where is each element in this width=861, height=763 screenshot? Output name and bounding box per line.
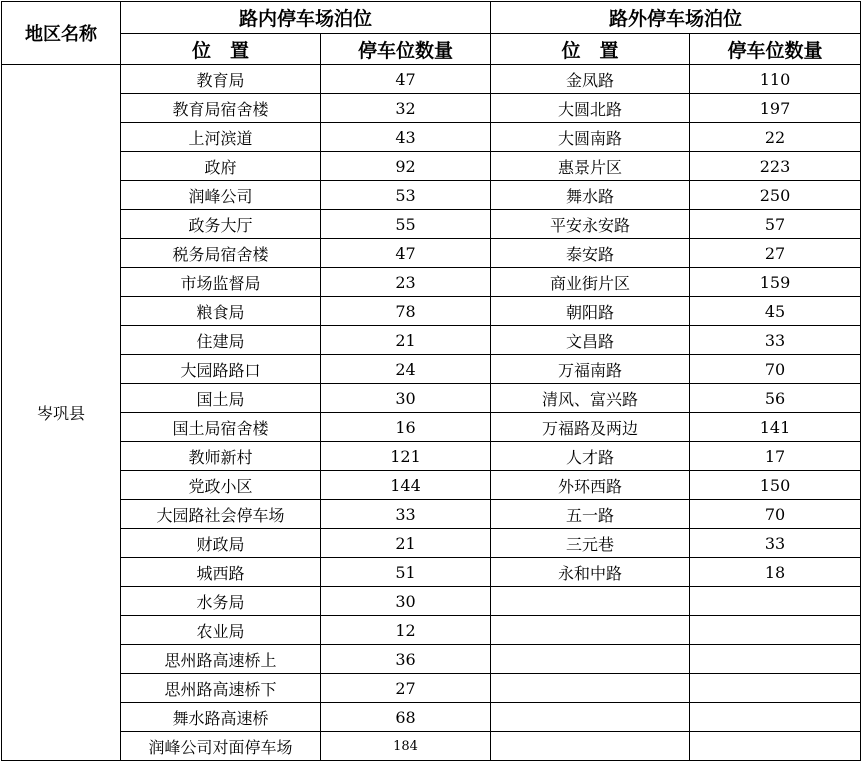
- table-row: [2, 645, 861, 674]
- table-row: [2, 616, 861, 645]
- outer-count-cell: [690, 587, 861, 616]
- inner-count-cell: 21: [321, 326, 491, 355]
- outer-count-cell: [690, 732, 861, 761]
- outer-location-cell: 泰安路: [491, 239, 690, 268]
- table-row: [2, 297, 861, 326]
- outer-count-cell: 197: [690, 94, 861, 123]
- outer-location-cell: 文昌路: [491, 326, 690, 355]
- region-cell: 岑巩县: [2, 65, 121, 761]
- outer-location-cell: 外环西路: [491, 471, 690, 500]
- outer-count-cell: 70: [690, 355, 861, 384]
- inner-location-cell: 粮食局: [121, 297, 321, 326]
- inner-count-cell: 55: [321, 210, 491, 239]
- inner-count-cell: 144: [321, 471, 491, 500]
- outer-count-cell: 141: [690, 413, 861, 442]
- inner-location-cell: 教师新村: [121, 442, 321, 471]
- outer-location-cell: 大圆北路: [491, 94, 690, 123]
- outer-count-cell: 45: [690, 297, 861, 326]
- outer-location-cell: 人才路: [491, 442, 690, 471]
- table-row: [2, 500, 861, 529]
- inner-count-cell: 36: [321, 645, 491, 674]
- outer-count-cell: 159: [690, 268, 861, 297]
- outer-location-cell: 三元巷: [491, 529, 690, 558]
- outer-count-header: 停车位数量: [690, 34, 861, 65]
- inner-location-cell: 教育局: [121, 65, 321, 94]
- inner-location-cell: 住建局: [121, 326, 321, 355]
- inner-group-header: 路内停车场泊位: [121, 2, 491, 34]
- outer-location-cell: 平安永安路: [491, 210, 690, 239]
- outer-count-cell: 17: [690, 442, 861, 471]
- outer-location-cell: 商业街片区: [491, 268, 690, 297]
- outer-count-cell: [690, 703, 861, 732]
- inner-count-cell: 16: [321, 413, 491, 442]
- table-row: [2, 587, 861, 616]
- table-row: [2, 355, 861, 384]
- table-row: [2, 529, 861, 558]
- inner-location-cell: 润峰公司: [121, 181, 321, 210]
- inner-count-cell: 30: [321, 587, 491, 616]
- table-row: [2, 123, 861, 152]
- outer-location-cell: [491, 674, 690, 703]
- table-row: [2, 703, 861, 732]
- outer-location-cell: [491, 732, 690, 761]
- outer-count-cell: 56: [690, 384, 861, 413]
- outer-location-cell: [491, 645, 690, 674]
- inner-location-cell: 政务大厅: [121, 210, 321, 239]
- inner-count-cell: 23: [321, 268, 491, 297]
- outer-location-cell: 清风、富兴路: [491, 384, 690, 413]
- inner-location-cell: 市场监督局: [121, 268, 321, 297]
- inner-location-cell: 水务局: [121, 587, 321, 616]
- inner-count-cell: 12: [321, 616, 491, 645]
- inner-location-cell: 城西路: [121, 558, 321, 587]
- inner-location-cell: 农业局: [121, 616, 321, 645]
- outer-group-header: 路外停车场泊位: [491, 2, 861, 34]
- table-row: [2, 442, 861, 471]
- inner-count-cell: 121: [321, 442, 491, 471]
- inner-location-cell: 政府: [121, 152, 321, 181]
- inner-count-cell: 43: [321, 123, 491, 152]
- outer-location-cell: 朝阳路: [491, 297, 690, 326]
- inner-count-header: 停车位数量: [321, 34, 491, 65]
- inner-count-cell: 78: [321, 297, 491, 326]
- inner-count-cell: 51: [321, 558, 491, 587]
- outer-count-cell: 22: [690, 123, 861, 152]
- inner-location-cell: 思州路高速桥下: [121, 674, 321, 703]
- inner-count-cell: 33: [321, 500, 491, 529]
- outer-location-cell: 五一路: [491, 500, 690, 529]
- region-header: 地区名称: [2, 2, 121, 65]
- inner-location-cell: 财政局: [121, 529, 321, 558]
- table-row: [2, 674, 861, 703]
- outer-location-cell: 万福南路: [491, 355, 690, 384]
- outer-count-cell: 110: [690, 65, 861, 94]
- header-row-1: [2, 2, 861, 34]
- outer-count-cell: 57: [690, 210, 861, 239]
- inner-location-cell: 国土局宿舍楼: [121, 413, 321, 442]
- table-row: [2, 732, 861, 761]
- table-row: [2, 239, 861, 268]
- inner-count-cell: 68: [321, 703, 491, 732]
- table-row: [2, 384, 861, 413]
- table-row: [2, 326, 861, 355]
- table-row: [2, 94, 861, 123]
- outer-count-cell: [690, 616, 861, 645]
- table-row: [2, 558, 861, 587]
- outer-location-cell: 大圆南路: [491, 123, 690, 152]
- inner-location-cell: 大园路路口: [121, 355, 321, 384]
- inner-location-cell: 舞水路高速桥: [121, 703, 321, 732]
- outer-location-header: 位 置: [491, 34, 690, 65]
- outer-location-cell: 永和中路: [491, 558, 690, 587]
- table-row: [2, 65, 861, 94]
- outer-count-cell: 18: [690, 558, 861, 587]
- inner-count-cell: 27: [321, 674, 491, 703]
- inner-location-header: 位 置: [121, 34, 321, 65]
- table-row: [2, 210, 861, 239]
- table-row: [2, 152, 861, 181]
- header-row-2: [2, 34, 861, 65]
- inner-location-cell: 教育局宿舍楼: [121, 94, 321, 123]
- outer-count-cell: 150: [690, 471, 861, 500]
- table-row: [2, 181, 861, 210]
- inner-count-cell: 47: [321, 239, 491, 268]
- inner-location-cell: 大园路社会停车场: [121, 500, 321, 529]
- table-body: [2, 65, 861, 761]
- inner-location-cell: 税务局宿舍楼: [121, 239, 321, 268]
- outer-location-cell: [491, 616, 690, 645]
- inner-count-cell: 24: [321, 355, 491, 384]
- outer-location-cell: 舞水路: [491, 181, 690, 210]
- outer-count-cell: 250: [690, 181, 861, 210]
- inner-location-cell: 党政小区: [121, 471, 321, 500]
- outer-location-cell: [491, 703, 690, 732]
- table-row: [2, 471, 861, 500]
- inner-location-cell: 润峰公司对面停车场: [121, 732, 321, 761]
- table-row: [2, 413, 861, 442]
- outer-location-cell: 惠景片区: [491, 152, 690, 181]
- outer-count-cell: [690, 674, 861, 703]
- inner-count-cell: 30: [321, 384, 491, 413]
- outer-count-cell: 223: [690, 152, 861, 181]
- inner-count-cell: 184: [321, 732, 491, 761]
- outer-count-cell: 27: [690, 239, 861, 268]
- inner-location-cell: 上河滨道: [121, 123, 321, 152]
- outer-count-cell: 33: [690, 529, 861, 558]
- outer-count-cell: [690, 645, 861, 674]
- inner-count-cell: 53: [321, 181, 491, 210]
- outer-location-cell: [491, 587, 690, 616]
- inner-count-cell: 21: [321, 529, 491, 558]
- outer-location-cell: 金凤路: [491, 65, 690, 94]
- inner-location-cell: 国土局: [121, 384, 321, 413]
- outer-count-cell: 33: [690, 326, 861, 355]
- inner-location-cell: 思州路高速桥上: [121, 645, 321, 674]
- outer-count-cell: 70: [690, 500, 861, 529]
- inner-count-cell: 92: [321, 152, 491, 181]
- outer-location-cell: 万福路及两边: [491, 413, 690, 442]
- inner-count-cell: 47: [321, 65, 491, 94]
- inner-count-cell: 32: [321, 94, 491, 123]
- table-row: [2, 268, 861, 297]
- parking-table: [1, 1, 861, 761]
